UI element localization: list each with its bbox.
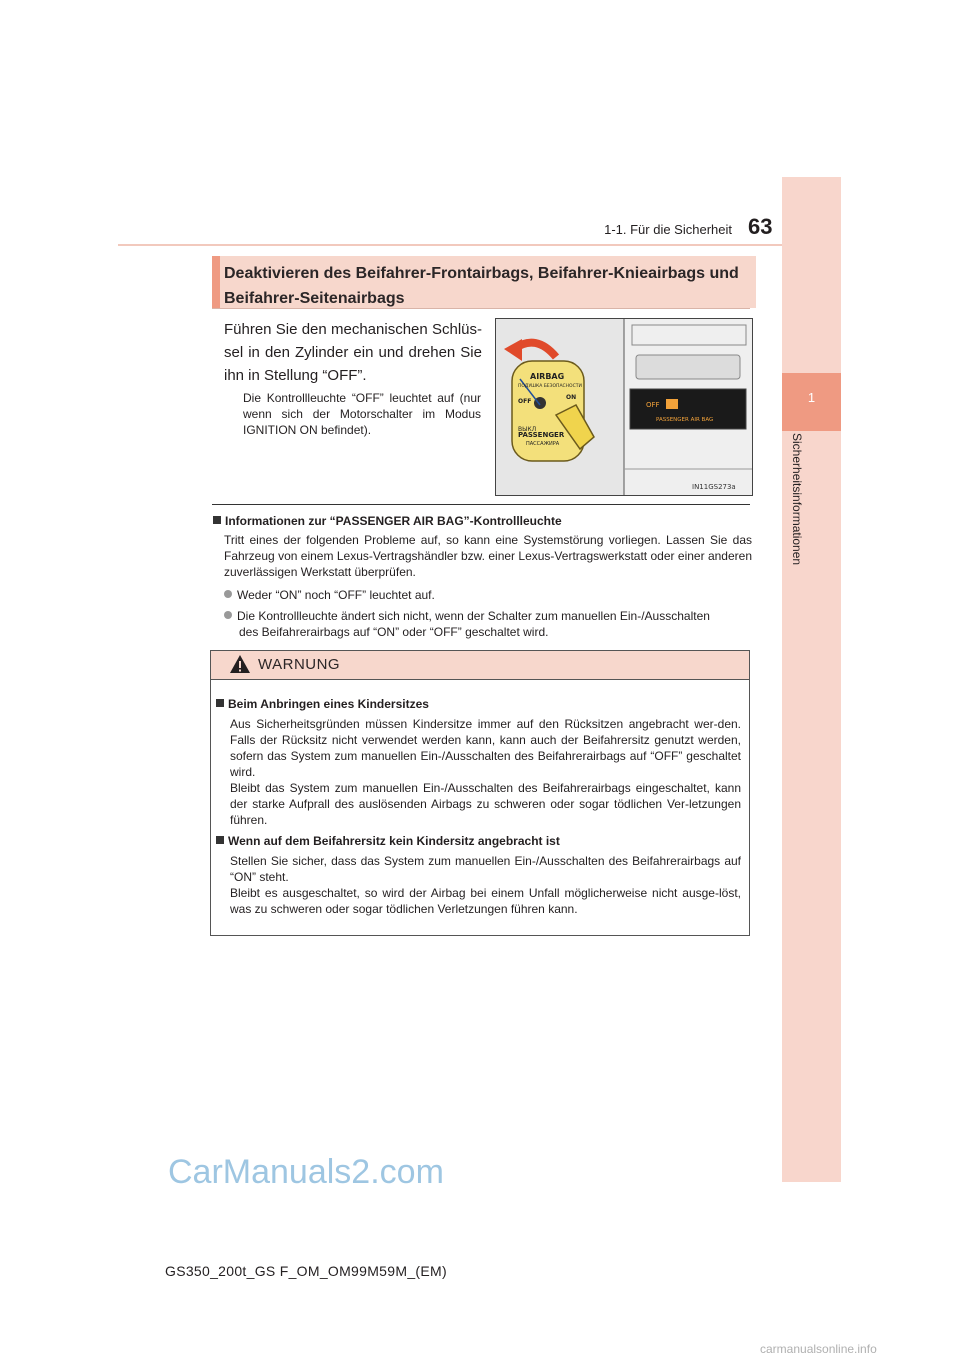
info-paragraph: Tritt eines der folgenden Probleme auf, so kann eine Systemstörung vorliegen. Lassen Sie das Fahrzeug von einem Lexus-Vertragshändler bzw. einer Lexus-Vertragswerkstatt oder einer anderen zuverlässigen Werkstatt überprüfen. bbox=[224, 533, 752, 579]
warning-text: Stellen Sie sicher, dass das System zum manuellen Ein-/Ausschalten des Beifahrerairbags auf “ON” steht. bbox=[230, 854, 741, 884]
chapter-number: 1 bbox=[807, 390, 816, 405]
info-heading bbox=[213, 514, 562, 528]
chapter-title-text: Sicherheitsinformationen bbox=[790, 433, 804, 566]
info-bullet bbox=[224, 588, 752, 602]
warning-subheading-text: Wenn auf dem Beifahrersitz kein Kindersitz angebracht ist bbox=[228, 834, 560, 848]
switch-passenger-label: PASSENGER bbox=[518, 431, 565, 439]
passenger-airbag-icon bbox=[666, 399, 678, 409]
instruction-note: Die Kontrollleuchte “OFF” leuchtet auf (nur wenn sich der Motorschalter im Modus IGNITION ON befindet). bbox=[243, 391, 481, 437]
instruction-text: Führen Sie den mechanischen Schlüs-sel in den Zylinder ein und drehen Sie ihn in Stellung “OFF”. bbox=[224, 321, 482, 384]
footer-model-code: GS350_200t_GS F_OM_OM99M59M_(EM) bbox=[165, 1263, 447, 1279]
info-bullet-text-cont: des Beifahrerairbags auf “ON” oder “OFF” geschaltet wird. bbox=[239, 625, 549, 639]
info-bullet-text: Weder “ON” noch “OFF” leuchtet auf. bbox=[237, 588, 435, 602]
switch-airbag-label: AIRBAG bbox=[530, 372, 565, 381]
warning-subheading bbox=[216, 834, 560, 848]
warning-triangle-icon bbox=[229, 654, 251, 679]
warning-subheading bbox=[216, 697, 429, 711]
airbag-switch-illustration bbox=[495, 318, 753, 496]
section-heading: Deaktivieren des Beifahrer-Frontairbags, Beifahrer-Knieairbags und Beifahrer-Seitenairbags bbox=[224, 265, 739, 307]
section-rule bbox=[212, 504, 750, 505]
heading-rule bbox=[212, 308, 750, 309]
chapter-strip bbox=[782, 177, 841, 1182]
warning-title: WARNUNG bbox=[258, 656, 341, 673]
square-bullet-icon bbox=[216, 836, 224, 844]
figure-code: IN11GS273a bbox=[692, 483, 736, 491]
warning-paragraph bbox=[230, 716, 741, 828]
switch-on-label: ON bbox=[566, 394, 577, 401]
square-bullet-icon bbox=[216, 699, 224, 707]
switch-airbag-label-ru: ПОДУШКА БЕЗОПАСНОСТИ bbox=[518, 384, 582, 389]
warning-subheading-text: Beim Anbringen eines Kindersitzes bbox=[228, 697, 429, 711]
square-bullet-icon bbox=[213, 516, 221, 524]
switch-passenger-label-ru: ПАССАЖИРА bbox=[526, 441, 560, 447]
corner-watermark: carmanualsonline.info bbox=[760, 1342, 877, 1356]
section-title: 1-1. Für die Sicherheit bbox=[604, 222, 732, 237]
warning-text: Aus Sicherheitsgründen müssen Kindersitze immer auf den Rücksitzen angebracht wer-den. Falls der Rücksitz nicht verwendet werden kann, kann auch der Beifahrersitz genutzt werden, sofern das System zum manuellen Ein-/Ausschalten des Beifahrerairbags auf “OFF” geschaltet wird. bbox=[230, 717, 741, 779]
warning-text: Bleibt das System zum manuellen Ein-/Ausschalten des Beifahrerairbags eingeschaltet, kann der starke Aufprall des auslösenden Airbags zu schweren oder sogar tödlichen Ver-letzungen führen. bbox=[230, 781, 741, 827]
illustration-svg bbox=[496, 319, 752, 495]
info-heading-text: Informationen zur “PASSENGER AIR BAG”-Kontrollleuchte bbox=[225, 514, 562, 528]
indicator-off-label: OFF bbox=[646, 401, 660, 409]
info-bullet bbox=[224, 608, 752, 640]
round-bullet-icon bbox=[224, 590, 232, 598]
page-number: 63 bbox=[748, 214, 773, 239]
header-rule bbox=[118, 244, 782, 246]
indicator-text: PASSENGER AIR BAG bbox=[656, 417, 714, 423]
switch-off-label-ru: ВЫКЛ bbox=[518, 426, 537, 433]
warning-paragraph bbox=[230, 853, 741, 917]
switch-off-label: OFF bbox=[518, 398, 532, 405]
warning-text: Bleibt es ausgeschaltet, so wird der Airbag bei einem Unfall möglicherweise nicht ausge-löst, was zu schweren oder sogar tödlichen Verletzungen führen kann. bbox=[230, 886, 741, 916]
watermark: CarManuals2.com bbox=[168, 1153, 444, 1191]
round-bullet-icon bbox=[224, 611, 232, 619]
info-bullet-text: Die Kontrollleuchte ändert sich nicht, wenn der Schalter zum manuellen Ein-/Ausschalten bbox=[237, 609, 710, 623]
chapter-title bbox=[790, 433, 804, 593]
